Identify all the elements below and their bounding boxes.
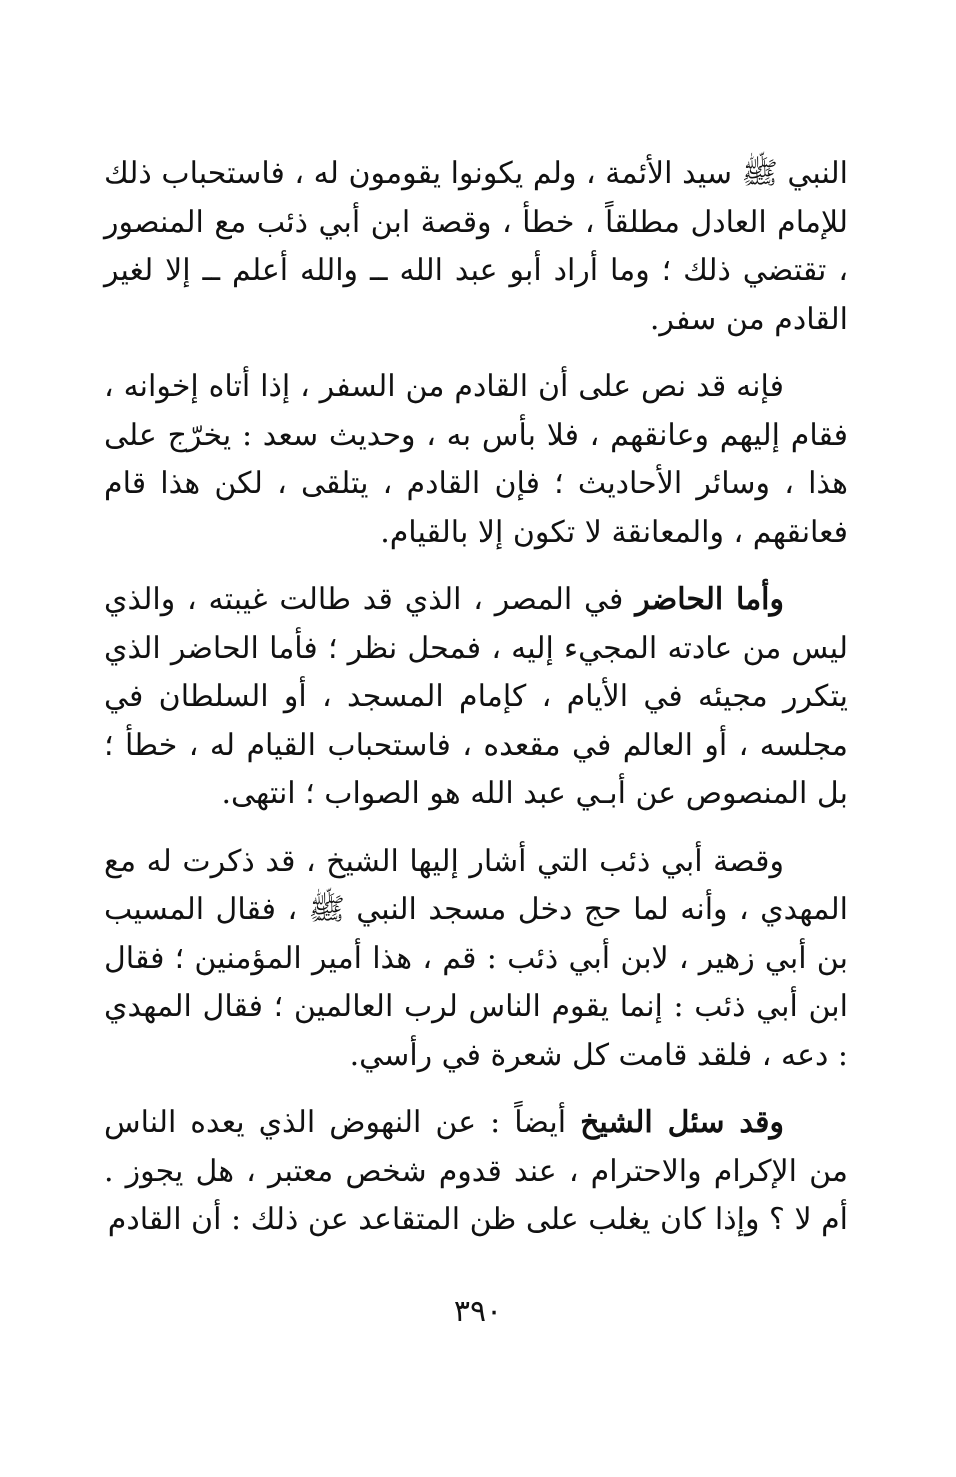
paragraph-5 <box>104 1099 848 1245</box>
paragraph-4-text: وقصة أبي ذئب التي أشار إليها الشيخ ، قد ذكرت له مع المهدي ، وأنه لما حج دخل مسجد النبي ﷺ ، فقال المسيب بن أبي زهير ، لابن أبي ذئب : قم ، هذا أمير المؤمنين ؛ فقال ابن أبي ذئب : إنما يقوم الناس لرب العالمين ؛ فقال المهدي : دعه ، فلقد قامت كل شعرة في رأسي. <box>104 843 848 1073</box>
paragraph-1 <box>104 150 848 344</box>
paragraph-5-lead: وقد سئل الشيخ <box>580 1105 785 1140</box>
paragraph-1-text: النبي ﷺ سيد الأئمة ، ولم يكونوا يقومون له ، فاستحباب ذلك للإمام العادل مطلقاً ، خطأ ، وقصة ابن أبي ذئب مع المنصور ، تقتضي ذلك ؛ وما أراد أبو عبد الله ــ والله أعلم ــ إلا لغير القادم من سفر. <box>104 156 848 337</box>
page-number: ٣٩٠ <box>453 1294 503 1329</box>
paragraph-5-text: أيضاً : عن النهوض الذي يعده الناس من الإكرام والاحترام ، عند قدوم شخص معتبر ، هل يجوز . أم لا ؟ وإذا كان يغلب على ظن المتقاعد عن ذلك : أن القادم <box>104 1105 848 1237</box>
paragraph-4 <box>104 838 848 1081</box>
paragraph-2 <box>104 363 848 557</box>
paragraph-3-text: في المصر ، الذي قد طالت غيبته ، والذي ليس من عادته المجيء إليه ، فمحل نظر ؛ فأما الحاضر الذي يتكرر مجيئه في الأيام ، كإمام المسجد ، أو السلطان في مجلسه ، أو العالم في مقعده ، فاستحباب القيام له ، خطأ ؛ بل المنصوص عن أبـي عبد الله هو الصواب ؛ انتهى. <box>104 582 848 811</box>
paragraph-3 <box>104 576 848 819</box>
paragraph-2-text: فإنه قد نص على أن القادم من السفر ، إذا أتاه إخوانه ، فقام إليهم وعانقهم ، فلا بأس به ، وحديث سعد : يخرّج على هذا ، وسائر الأحاديث ؛ فإن القادم ، يتلقى ، لكن هذا قام فعانقهم ، والمعانقة لا تكون إلا بالقيام. <box>104 369 848 550</box>
paragraph-3-lead: وأما الحاضر <box>635 582 784 617</box>
page-body <box>104 150 848 1264</box>
